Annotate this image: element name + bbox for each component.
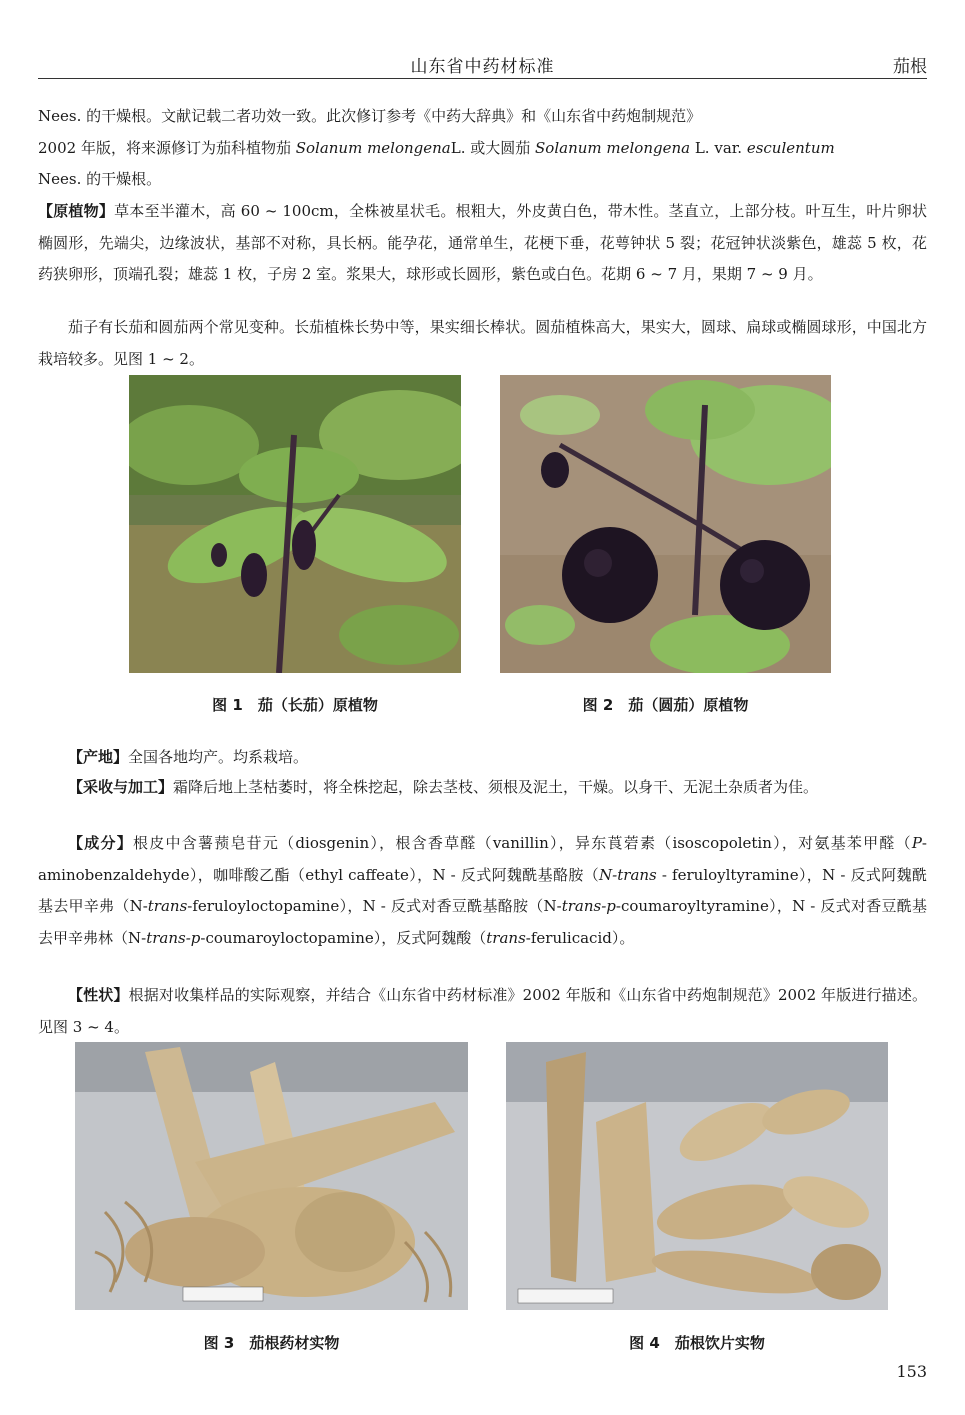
- figure-3-photo: [75, 1042, 468, 1310]
- plant-paragraph: [38, 196, 927, 291]
- components-label: 【成分】: [68, 834, 133, 852]
- harvest-paragraph: [38, 772, 927, 804]
- origin-paragraph: [38, 742, 927, 774]
- origin-text: 全国各地均产。均系栽培。: [128, 748, 309, 766]
- origin-label: 【产地】: [68, 748, 129, 766]
- intro-line-3: Nees. 的干燥根。: [38, 170, 162, 188]
- plant-label: 【原植物】: [38, 202, 115, 220]
- character-label: 【性状】: [68, 986, 129, 1004]
- figure-2-photo: [500, 375, 831, 673]
- components-paragraph: 【成分】根皮中含薯蓣皂苷元（diosgenin），根含香草醛（vanillin），异东莨菪素（isoscopoletin），对氨基苯甲醛（P-aminobenzaldehyde），咖啡酸乙酯（ethyl caffeate），N - 反式阿魏酰基酪胺（N-trans - feruloyltyramine），N - 反式阿魏酰基去甲辛弗（N-trans-feruloyloctopamine），N - 反式对香豆酰基酪胺（N-trans-p-coumaroyltyramine），N - 反式对香豆酰基去甲辛弗林（N-trans-p-coumaroyloctopamine），反式阿魏酸（trans-ferulicacid）。: [38, 834, 927, 947]
- plant-text: 草本至半灌木，高 60 ~ 100cm，全株被星状毛。根粗大，外皮黄白色，带木性。茎直立，上部分枝。叶互生，叶片卵状椭圆形，先端尖，边缘波状，基部不对称，具长柄。能孕花，通常单生，花梗下垂，花萼钟状 5 裂；花冠钟状淡紫色，雄蕊 5 枚，花药狭卵形，顶端孔裂；雄蕊 1 枚，子房 2 室。浆果大，球形或长圆形，紫色或白色。花期 6 ~ 7 月，果期 7 ~ 9 月。: [38, 202, 927, 283]
- header-title: 山东省中药材标准: [410, 57, 555, 77]
- running-header: [38, 40, 927, 79]
- figure-1-photo: [129, 375, 461, 673]
- harvest-text: 霜降后地上茎枯萎时，将全株挖起，除去茎枝、须根及泥土，干燥。以身干、无泥土杂质者为佳。: [173, 778, 819, 796]
- intro-line-2: 2002 年版，将来源修订为茄科植物茄 Solanum melongenaL. 或大圆茄 Solanum melongena L. var. esculentum: [38, 138, 835, 157]
- figure-4-photo: [506, 1042, 888, 1310]
- intro-line-1: Nees. 的干燥根。文献记载二者功效一致。此次修订参考《中药大辞典》和《山东省中药炮制规范》: [38, 107, 702, 125]
- intro-paragraph: [38, 101, 927, 196]
- header-section: 茄根: [893, 57, 927, 77]
- varieties-text: 茄子有长茄和圆茄两个常见变种。长茄植株长势中等，果实细长棒状。圆茄植株高大，果实大，圆球、扁球或椭圆球形，中国北方栽培较多。见图 1 ~ 2。: [38, 318, 927, 368]
- figure-2-caption: 图 2 茄（圆茄）原植物: [582, 696, 749, 714]
- figure-3-caption: 图 3 茄根药材实物: [203, 1334, 340, 1352]
- figure-4-caption: 图 4 茄根饮片实物: [629, 1334, 765, 1352]
- character-paragraph: [38, 980, 927, 1043]
- page-number: 153: [896, 1362, 927, 1381]
- varieties-paragraph: [38, 312, 927, 375]
- character-text: 根据对收集样品的实际观察，并结合《山东省中药材标准》2002 年版和《山东省中药炮制规范》2002 年版进行描述。见图 3 ~ 4。: [38, 986, 927, 1036]
- figure-1-caption: 图 1 茄（长茄）原植物: [212, 696, 378, 714]
- harvest-label: 【采收与加工】: [68, 778, 174, 796]
